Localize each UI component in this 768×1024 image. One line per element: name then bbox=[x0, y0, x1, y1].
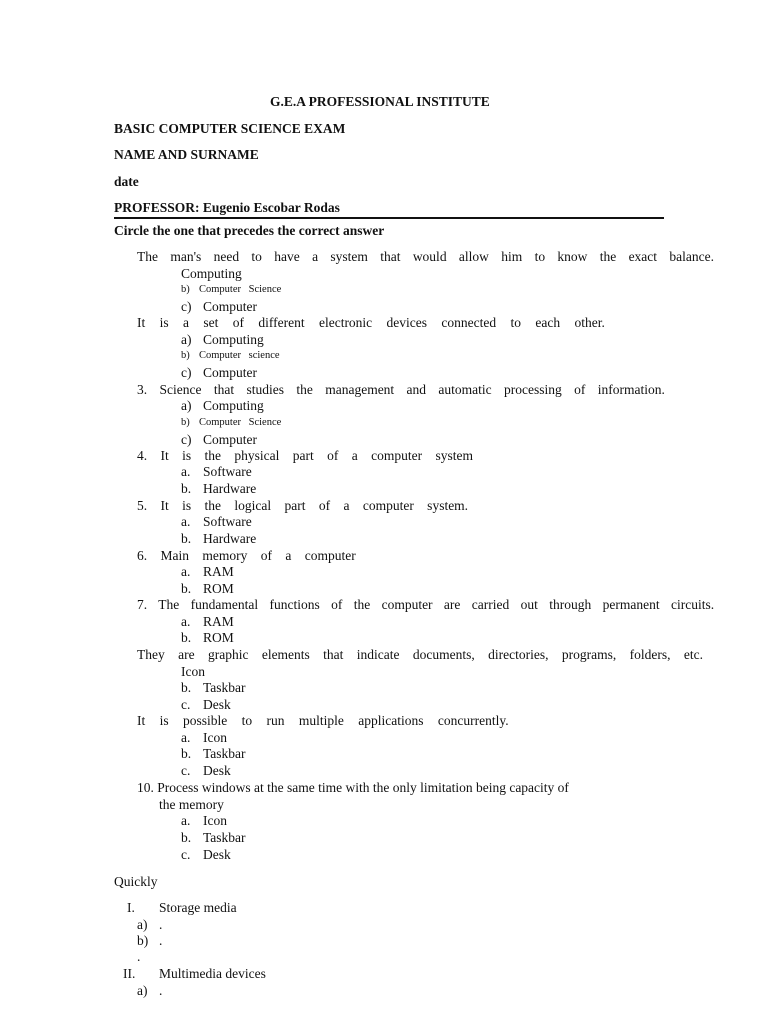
question-1-word: need bbox=[213, 249, 240, 264]
q6-option-b: ROM bbox=[203, 581, 234, 596]
question-5: 5. It is the logical part of a computer system. bbox=[137, 498, 469, 513]
professor-label: PROFESSOR: Eugenio Escobar Rodas bbox=[114, 200, 340, 215]
section-1-item-b-marker: b) bbox=[137, 933, 149, 948]
question-7: 7. The fundamental functions of the computer are carried out through permanent circuits. bbox=[137, 597, 715, 612]
section-1-marker: I. bbox=[127, 900, 135, 915]
institute-name: G.E.A PROFESSIONAL INSTITUTE bbox=[270, 94, 490, 109]
q2-option-a-marker: a) bbox=[181, 332, 192, 347]
question-1-word: to bbox=[251, 249, 262, 264]
q8-option-b: Taskbar bbox=[203, 680, 246, 695]
question-1-word: him bbox=[501, 249, 523, 264]
date-label: date bbox=[114, 174, 139, 189]
q10-option-b-marker: b. bbox=[181, 830, 192, 845]
question-1-word: that bbox=[380, 249, 401, 264]
q2-option-a: Computing bbox=[203, 332, 264, 347]
q5-option-a-marker: a. bbox=[181, 514, 191, 529]
q6-option-b-marker: b. bbox=[181, 581, 192, 596]
section-1-item-a: . bbox=[159, 917, 163, 932]
q4-option-a: Software bbox=[203, 464, 252, 479]
q5-option-a: Software bbox=[203, 514, 252, 529]
section-1-title: Storage media bbox=[159, 900, 237, 915]
instructions: Circle the one that precedes the correct answer bbox=[114, 223, 385, 238]
q8-option-c-marker: c. bbox=[181, 697, 191, 712]
q7-option-a-marker: a. bbox=[181, 614, 191, 629]
q3-option-a: Computing bbox=[203, 398, 264, 413]
section-2-item-a-marker: a) bbox=[137, 983, 148, 998]
q10-option-c: Desk bbox=[203, 847, 231, 862]
question-6: 6. Main memory of a computer bbox=[137, 548, 356, 563]
q5-option-b: Hardware bbox=[203, 531, 257, 546]
section-2-title: Multimedia devices bbox=[159, 966, 266, 981]
q1-option-a: Computing bbox=[181, 266, 242, 281]
header-divider bbox=[114, 217, 664, 219]
q9-option-b-marker: b. bbox=[181, 746, 192, 761]
question-1-word: the bbox=[599, 249, 617, 264]
q4-option-b-marker: b. bbox=[181, 481, 192, 496]
exam-title: BASIC COMPUTER SCIENCE EXAM bbox=[114, 121, 346, 136]
q3-option-c-marker: c) bbox=[181, 432, 192, 447]
q10-option-a: Icon bbox=[203, 813, 227, 828]
q1-option-b: Computer Science bbox=[199, 284, 282, 295]
question-8: They are graphic elements that indicate documents, directories, programs, folders, etc. bbox=[137, 647, 703, 662]
q2-option-b-marker: b) bbox=[181, 350, 190, 361]
q10-option-b: Taskbar bbox=[203, 830, 246, 845]
q4-option-b: Hardware bbox=[203, 481, 257, 496]
question-1-word: system bbox=[330, 249, 368, 264]
question-10: 10. Process windows at the same time with the only limitation being capacity of bbox=[137, 780, 569, 795]
section-1-item-c: . bbox=[137, 949, 141, 964]
question-1-word: The bbox=[137, 249, 158, 264]
q7-option-b: ROM bbox=[203, 630, 234, 645]
question-1-word: balance. bbox=[669, 249, 714, 264]
question-1-word: to bbox=[534, 249, 546, 264]
question-1-word: know bbox=[557, 249, 588, 264]
name-label: NAME AND SURNAME bbox=[114, 147, 259, 162]
section-1-item-b: . bbox=[159, 933, 163, 948]
q9-option-c: Desk bbox=[203, 763, 231, 778]
q4-option-a-marker: a. bbox=[181, 464, 191, 479]
q2-option-b: Computer science bbox=[199, 350, 280, 361]
question-2: It is a set of different electronic devices connected to each other. bbox=[137, 315, 605, 330]
q10-option-c-marker: c. bbox=[181, 847, 191, 862]
question-1-word: man's bbox=[170, 249, 202, 264]
q9-option-a: Icon bbox=[203, 730, 227, 745]
q1-option-c: Computer bbox=[203, 299, 257, 314]
question-9: It is possible to run multiple applications concurrently. bbox=[137, 713, 509, 728]
question-1-word: allow bbox=[458, 249, 489, 264]
question-1-word: would bbox=[412, 249, 447, 264]
q6-option-a: RAM bbox=[203, 564, 234, 579]
q5-option-b-marker: b. bbox=[181, 531, 192, 546]
q2-option-c-marker: c) bbox=[181, 365, 192, 380]
quickly-heading: Quickly bbox=[114, 874, 158, 889]
q8-option-a: Icon bbox=[181, 664, 205, 679]
q2-option-c: Computer bbox=[203, 365, 257, 380]
question-10-continued: the memory bbox=[159, 797, 224, 812]
question-1-word: have bbox=[274, 249, 300, 264]
section-2-marker: II. bbox=[123, 966, 136, 981]
q10-option-a-marker: a. bbox=[181, 813, 191, 828]
question-1 bbox=[137, 249, 714, 265]
q8-option-b-marker: b. bbox=[181, 680, 192, 695]
q1-option-b-marker: b) bbox=[181, 284, 190, 295]
q9-option-c-marker: c. bbox=[181, 763, 191, 778]
q9-option-b: Taskbar bbox=[203, 746, 246, 761]
question-4: 4. It is the physical part of a computer system bbox=[137, 448, 473, 463]
q1-option-c-marker: c) bbox=[181, 299, 192, 314]
q7-option-a: RAM bbox=[203, 614, 234, 629]
question-1-word: exact bbox=[628, 249, 658, 264]
q3-option-a-marker: a) bbox=[181, 398, 192, 413]
question-3: 3. Science that studies the management and automatic processing of information. bbox=[137, 382, 665, 397]
q7-option-b-marker: b. bbox=[181, 630, 192, 645]
q9-option-a-marker: a. bbox=[181, 730, 191, 745]
q8-option-c: Desk bbox=[203, 697, 231, 712]
question-1-word: a bbox=[312, 249, 319, 264]
section-1-item-a-marker: a) bbox=[137, 917, 148, 932]
q3-option-b: Computer Science bbox=[199, 417, 282, 428]
q6-option-a-marker: a. bbox=[181, 564, 191, 579]
q3-option-c: Computer bbox=[203, 432, 257, 447]
section-2-item-a: . bbox=[159, 983, 163, 998]
q3-option-b-marker: b) bbox=[181, 417, 190, 428]
